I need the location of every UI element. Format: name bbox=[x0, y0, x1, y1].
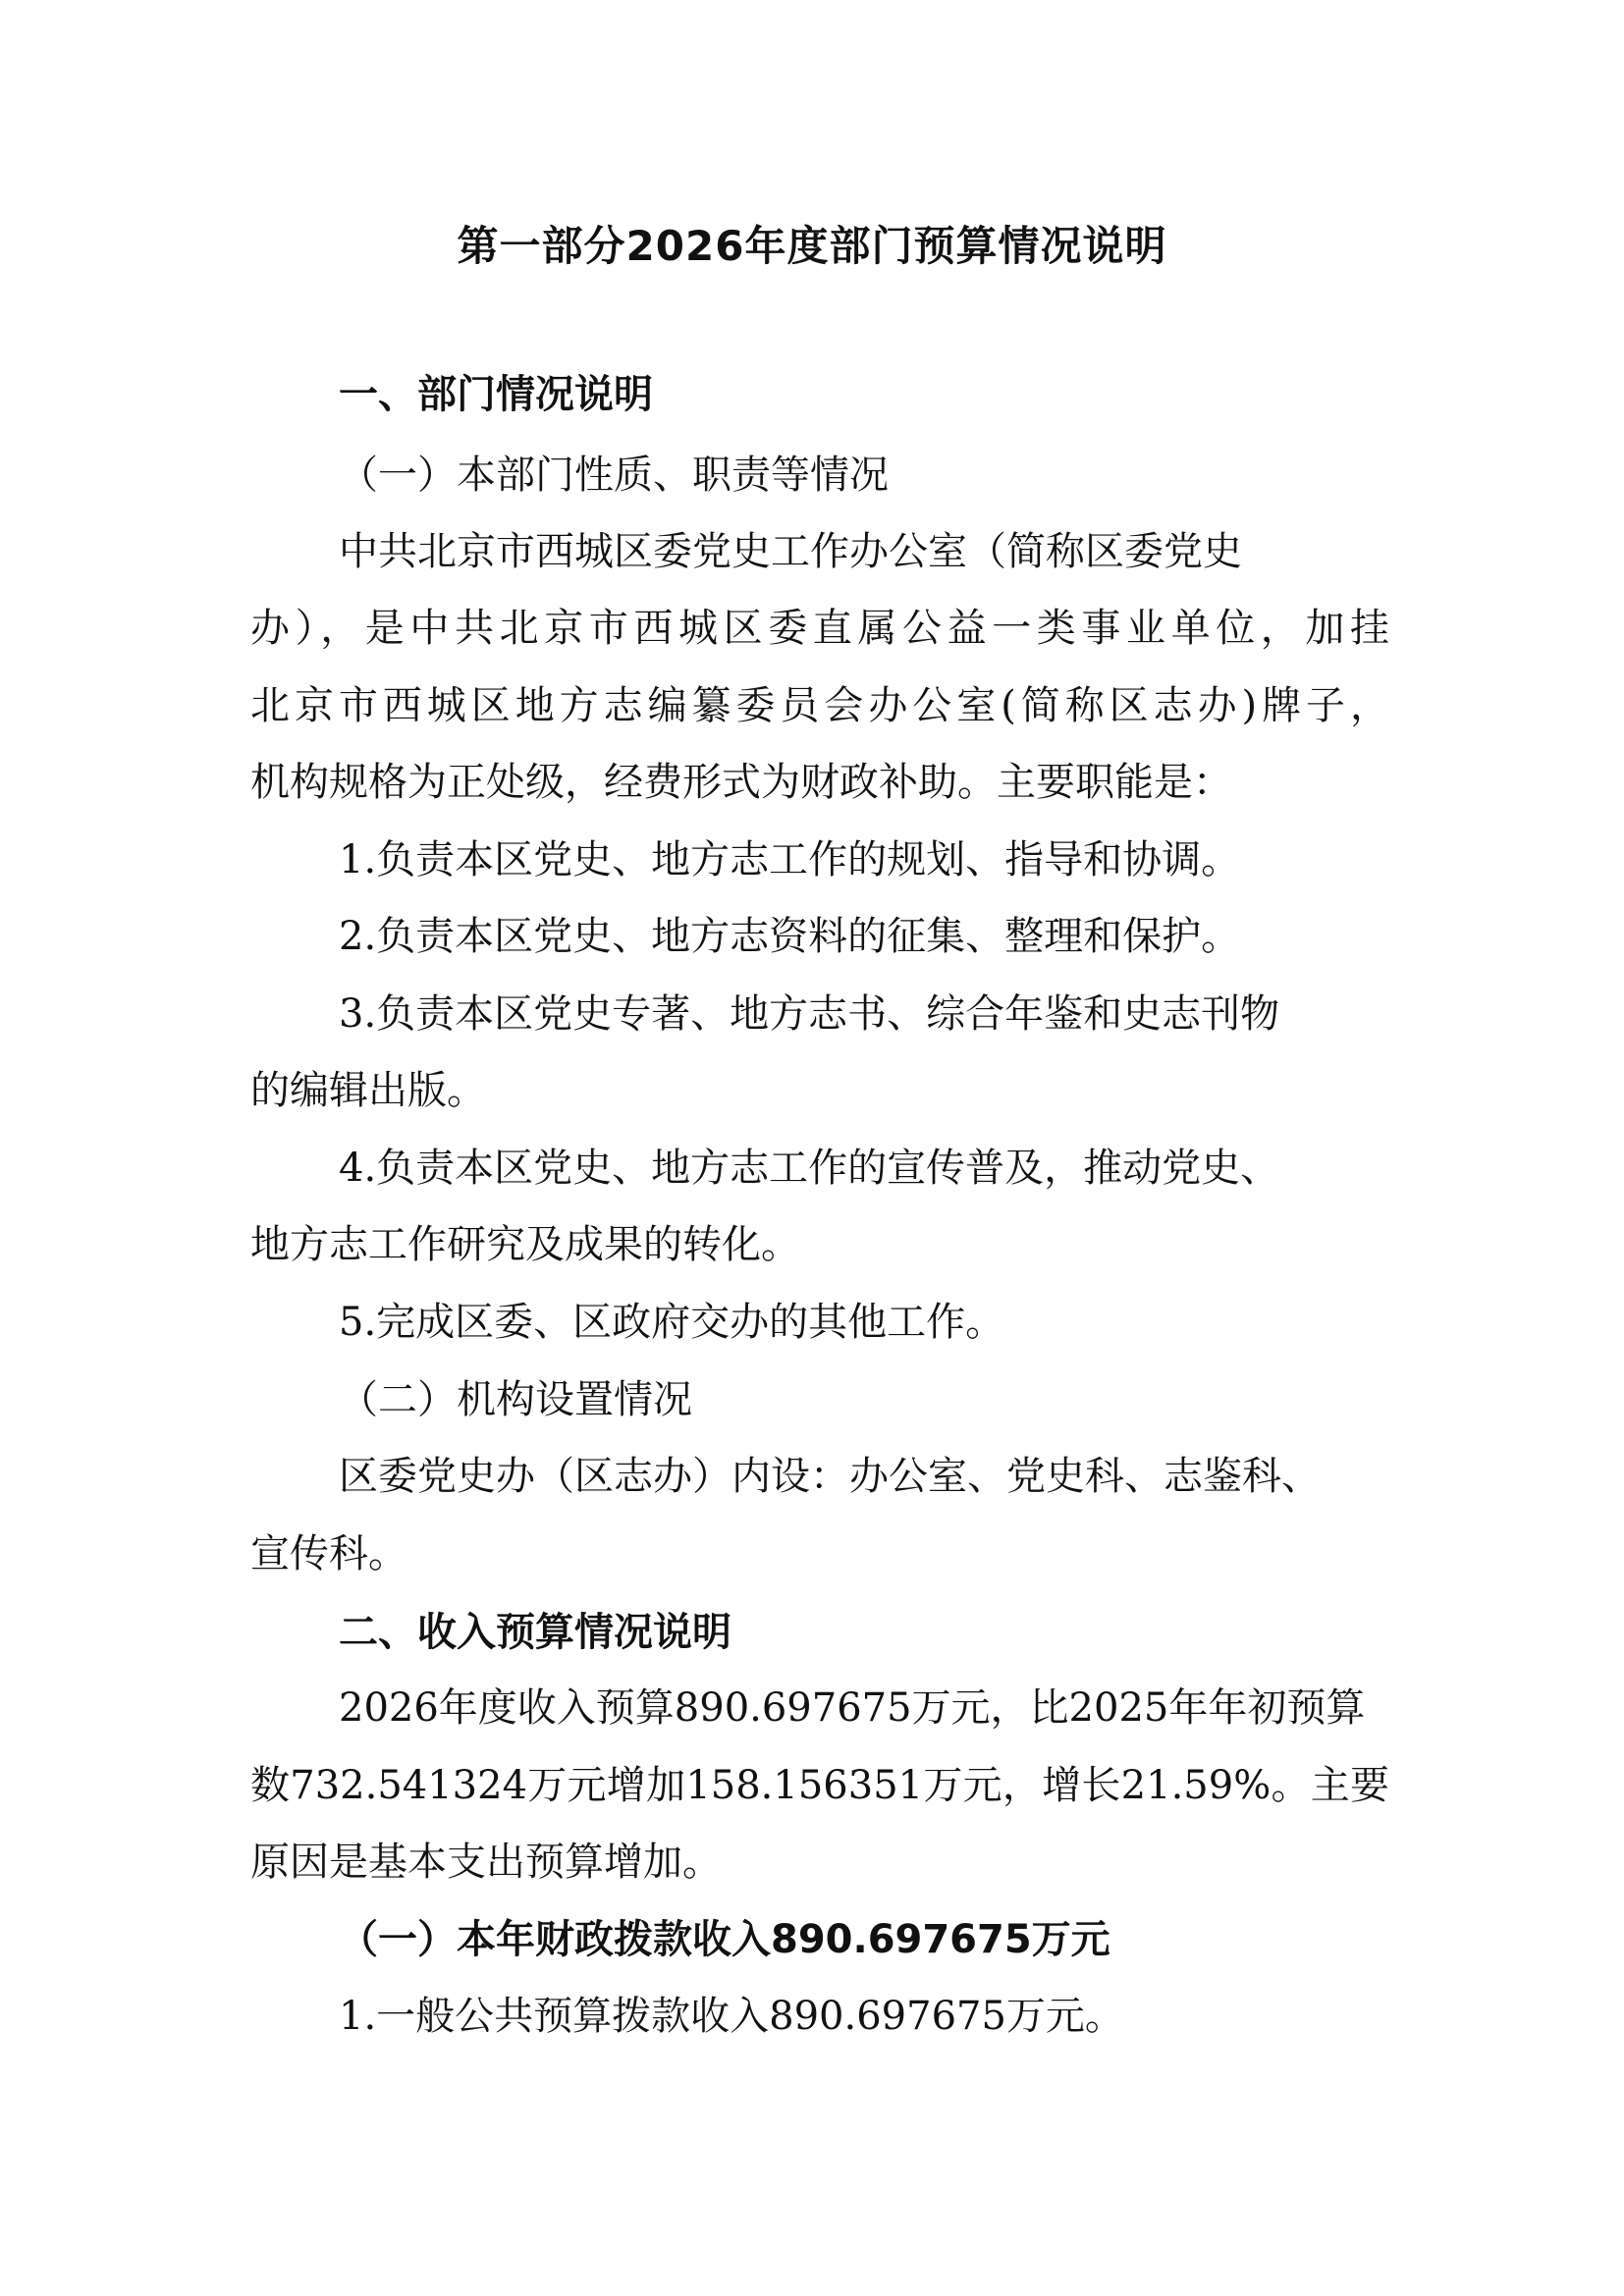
paragraph-line: 宣传科。 bbox=[250, 1531, 407, 1576]
paragraph-line: 原因是基本支出预算增加。 bbox=[250, 1840, 722, 1885]
subsection-heading-structure: （二）机构设置情况 bbox=[339, 1377, 692, 1422]
paragraph-line: 办），是中共北京市西城区委直属公益一类事业单位，加挂 bbox=[250, 606, 1389, 651]
paragraph-line: 1.一般公共预算拨款收入890.697675万元。 bbox=[339, 1994, 1124, 2039]
section-heading-income: 二、收入预算情况说明 bbox=[339, 1610, 731, 1655]
subsection-heading-nature: （一）本部门性质、职责等情况 bbox=[339, 453, 889, 498]
duty-item-4: 4.负责本区党史、地方志工作的宣传普及，推动党史、 bbox=[339, 1146, 1280, 1191]
paragraph-line: 机构规格为正处级，经费形式为财政补助。主要职能是： bbox=[250, 760, 1232, 805]
subsection-heading-fiscal-income: （一）本年财政拨款收入890.697675万元 bbox=[339, 1917, 1110, 1962]
duty-item-3: 3.负责本区党史专著、地方志书、综合年鉴和史志刊物 bbox=[339, 991, 1280, 1037]
duty-item-5: 5.完成区委、区政府交办的其他工作。 bbox=[339, 1300, 1005, 1345]
paragraph-line: 中共北京市西城区委党史工作办公室（简称区委党史 bbox=[339, 529, 1242, 574]
duty-item-3-continued: 的编辑出版。 bbox=[250, 1068, 486, 1113]
paragraph-line: 2026年度收入预算890.697675万元，比2025年年初预算 bbox=[339, 1685, 1366, 1731]
paragraph-line: 数732.541324万元增加158.156351万元，增长21.59%。主要 bbox=[250, 1763, 1389, 1808]
duty-item-1: 1.负责本区党史、地方志工作的规划、指导和协调。 bbox=[339, 837, 1241, 882]
duty-item-2: 2.负责本区党史、地方志资料的征集、整理和保护。 bbox=[339, 914, 1241, 959]
paragraph-line: 北京市西城区地方志编纂委员会办公室(简称区志办)牌子， bbox=[250, 683, 1389, 728]
page-title: 第一部分2026年度部门预算情况说明 bbox=[457, 222, 1167, 270]
section-heading-department: 一、部门情况说明 bbox=[339, 372, 653, 417]
paragraph-line: 区委党史办（区志办）内设：办公室、党史科、志鉴科、 bbox=[339, 1454, 1321, 1499]
duty-item-4-continued: 地方志工作研究及成果的转化。 bbox=[250, 1222, 800, 1267]
